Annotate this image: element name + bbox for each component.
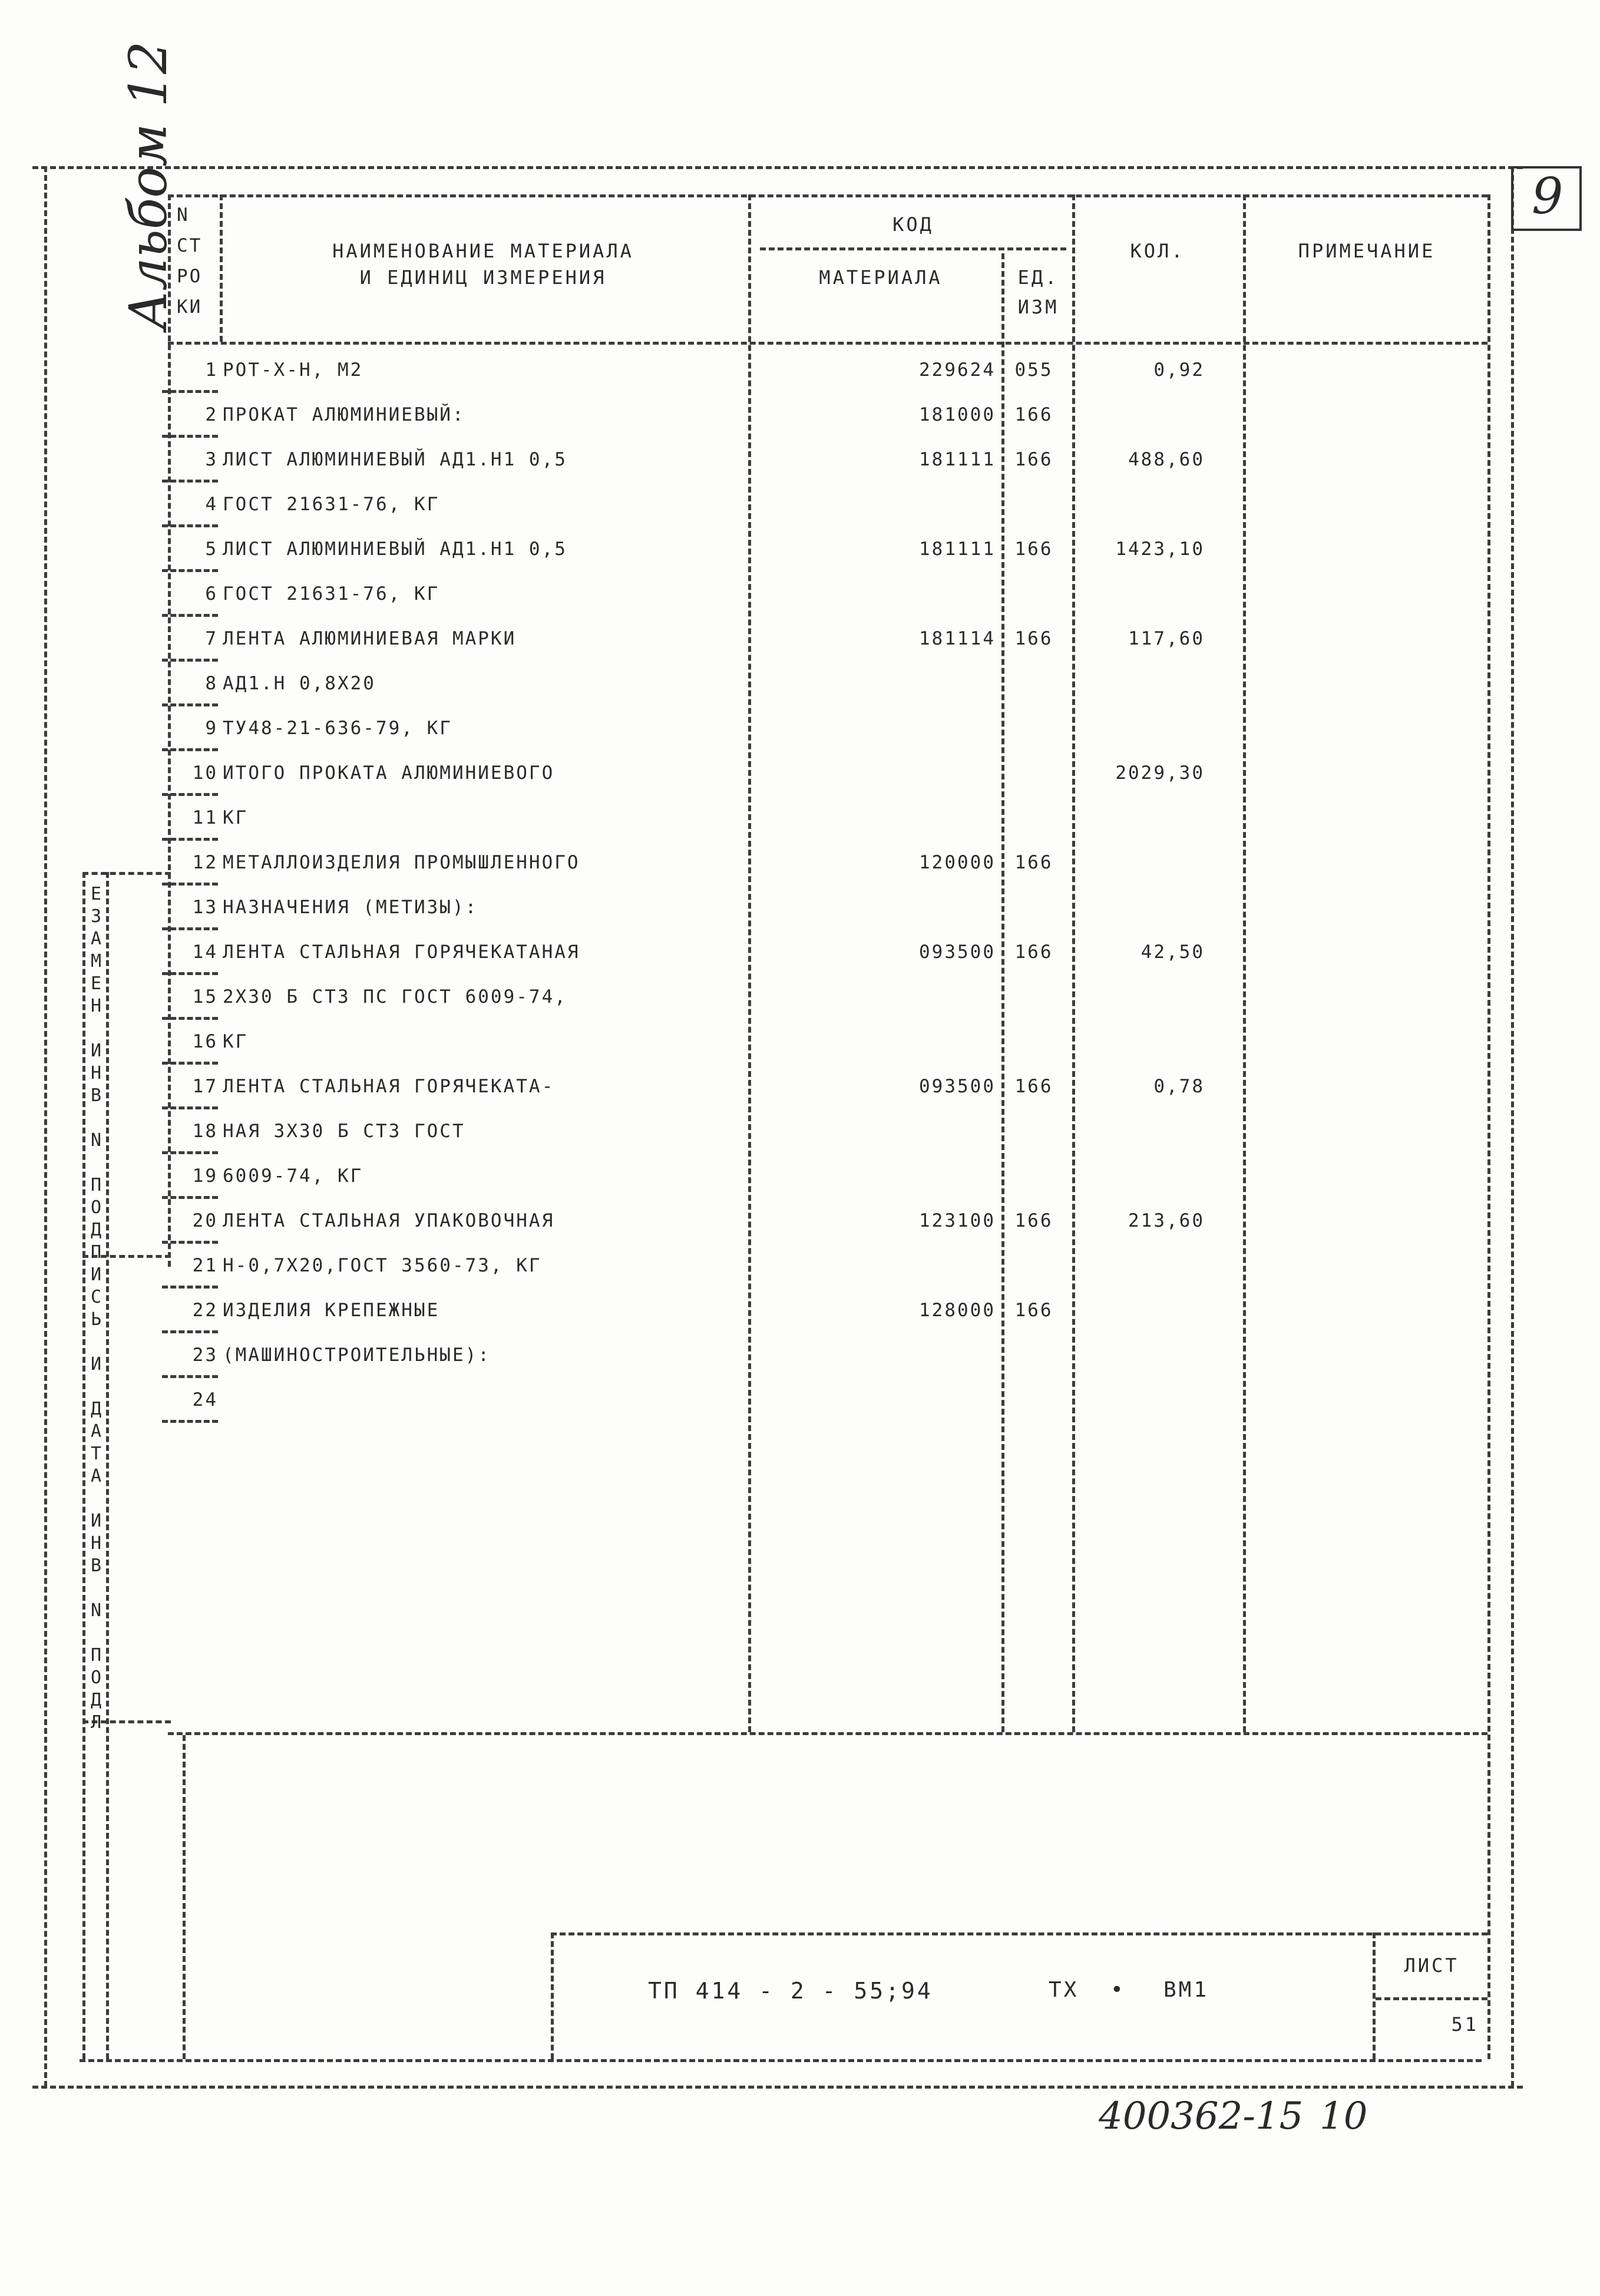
side-label-letter: П: [90, 1175, 102, 1195]
header-num-3: РО: [177, 266, 203, 287]
row-name: ИЗДЕЛИЯ КРЕПЕЖНЫЕ: [223, 1300, 440, 1321]
row-name: АД1.Н 0,8Х20: [223, 673, 376, 694]
row-name: ЛЕНТА СТАЛЬНАЯ ГОРЯЧЕКАТАНАЯ: [223, 941, 580, 963]
row-qty: 213,60: [1128, 1210, 1205, 1231]
row-unit: 166: [1014, 941, 1053, 963]
row-separator: [162, 748, 218, 751]
titleblock-sheet-mid: [1376, 1997, 1487, 2000]
col-num-right: [220, 194, 223, 342]
row-qty: 2029,30: [1115, 762, 1205, 784]
row-name: ЛЕНТА СТАЛЬНАЯ УПАКОВОЧНАЯ: [223, 1210, 555, 1231]
row-qty: 1423,10: [1115, 539, 1205, 560]
row-number: 16: [192, 1031, 218, 1052]
side-label-letter: Т: [90, 1443, 102, 1464]
row-name: ГОСТ 21631-76, КГ: [223, 583, 440, 604]
row-separator: [162, 1106, 218, 1109]
row-name: 2Х30 Б СТ3 ПС ГОСТ 6009-74,: [223, 986, 567, 1007]
row-code: 093500: [919, 1076, 996, 1097]
outer-frame-left: [44, 166, 47, 2087]
row-name: ИТОГО ПРОКАТА АЛЮМИНИЕВОГО: [223, 762, 555, 784]
titleblock-separator: •: [1110, 1978, 1126, 2002]
row-separator: [162, 1286, 218, 1289]
row-name: ТУ48-21-636-79, КГ: [223, 718, 452, 739]
header-note: ПРИМЕЧАНИЕ: [1298, 240, 1436, 262]
inventory-number: 400362-15: [1099, 2095, 1304, 2138]
row-number: 1: [205, 359, 218, 381]
side-label-letter: Л: [90, 1712, 102, 1733]
table-top-line: [168, 194, 1487, 197]
row-separator: [162, 569, 218, 572]
side-label-letter: С: [90, 1287, 102, 1307]
side-label-letter: А: [90, 1466, 102, 1486]
side-label-letter: А: [90, 929, 102, 949]
side-label-letter: Д: [90, 1399, 102, 1419]
row-unit: 166: [1014, 1210, 1053, 1231]
row-number: 15: [192, 986, 218, 1007]
row-code: 229624: [919, 359, 996, 381]
side-label-letter: И: [90, 1511, 102, 1531]
side-label-letter: Н: [90, 1533, 102, 1554]
strip-left: [82, 872, 85, 2059]
side-label-letter: О: [90, 1667, 102, 1688]
row-separator: [162, 524, 218, 527]
row-name: (МАШИНОСТРОИТЕЛЬНЫЕ):: [223, 1344, 491, 1366]
header-unit-line1: ЕД.: [1017, 266, 1059, 289]
header-num-4: КИ: [177, 296, 203, 318]
row-number: 19: [192, 1165, 218, 1187]
col-name-right: [748, 194, 751, 1732]
header-unit-line2: ИЗМ: [1017, 296, 1059, 318]
titleblock-sheet-number: 51: [1451, 2013, 1479, 2036]
row-number: 20: [192, 1210, 218, 1231]
row-code: 181114: [919, 628, 996, 649]
side-label-letter: В: [90, 1555, 102, 1576]
row-code: 120000: [919, 852, 996, 873]
row-number: 3: [205, 449, 218, 470]
row-name: ЛИСТ АЛЮМИНИЕВЫЙ АД1.Н1 0,5: [223, 449, 567, 470]
header-name-line1: НАИМЕНОВАНИЕ МАТЕРИАЛА: [332, 240, 634, 262]
side-label-letter: И: [90, 1040, 102, 1061]
album-label: Альбом 12: [118, 41, 178, 330]
row-number: 21: [192, 1255, 218, 1276]
row-separator: [162, 390, 218, 393]
code-sub-line: [760, 247, 1066, 250]
header-material: МАТЕРИАЛА: [819, 266, 943, 289]
row-separator: [162, 1196, 218, 1199]
side-label-letter: И: [90, 1354, 102, 1375]
side-label-letter: N: [90, 1130, 102, 1151]
row-number: 23: [192, 1344, 218, 1366]
side-label-letter: З: [90, 906, 102, 927]
row-unit: 055: [1014, 359, 1053, 381]
outer-frame-bottom: [32, 2086, 1523, 2089]
header-bottom-line: [168, 342, 1487, 345]
side-label-letter: Ь: [90, 1309, 102, 1330]
header-num-col: [177, 206, 218, 329]
outer-frame-right: [1511, 166, 1514, 2087]
side-label-letter: Е: [90, 884, 102, 904]
titleblock-mark: ТХ: [1049, 1978, 1079, 2002]
row-separator: [162, 927, 218, 930]
row-qty: 0,78: [1153, 1076, 1205, 1097]
row-number: 18: [192, 1121, 218, 1142]
titleblock-sheet-label: ЛИСТ: [1404, 1954, 1459, 1977]
row-number: 14: [192, 941, 218, 963]
row-qty: 488,60: [1128, 449, 1205, 470]
inner-frame-right: [1487, 194, 1490, 2059]
header-qty: КОЛ.: [1130, 240, 1185, 262]
row-number: 11: [192, 807, 218, 828]
row-name: НАЗНАЧЕНИЯ (МЕТИЗЫ):: [223, 897, 478, 918]
row-name: ЛЕНТА АЛЮМИНИЕВАЯ МАРКИ: [223, 628, 517, 649]
row-name: КГ: [223, 807, 249, 828]
page-number: 10: [1320, 2095, 1368, 2138]
side-label-letter: Е: [90, 973, 102, 994]
row-unit: 166: [1014, 628, 1053, 649]
row-number: 17: [192, 1076, 218, 1097]
side-label-letter: А: [90, 1421, 102, 1442]
strip-top: [82, 872, 171, 875]
row-name: ЛИСТ АЛЮМИНИЕВЫЙ АД1.Н1 0,5: [223, 539, 567, 560]
row-code: 181111: [919, 449, 996, 470]
titleblock-sheet-left: [1373, 1932, 1376, 2059]
row-number: 10: [192, 762, 218, 784]
row-number: 9: [205, 718, 218, 739]
row-number: 4: [205, 494, 218, 515]
header-name-line2: И ЕДИНИЦ ИЗМЕРЕНИЯ: [359, 266, 607, 289]
row-unit: 166: [1014, 852, 1053, 873]
row-name: Н-0,7Х20,ГОСТ 3560-73, КГ: [223, 1255, 542, 1276]
row-separator: [162, 703, 218, 706]
side-label-letter: Д: [90, 1220, 102, 1240]
row-name: ПРОКАТ АЛЮМИНИЕВЫЙ:: [223, 404, 465, 425]
row-unit: 166: [1014, 449, 1053, 470]
side-label-letter: В: [90, 1085, 102, 1106]
row-separator: [162, 883, 218, 886]
row-separator: [162, 1062, 218, 1065]
row-separator: [162, 659, 218, 662]
row-unit: 166: [1014, 1300, 1053, 1321]
row-name: 6009-74, КГ: [223, 1165, 363, 1187]
side-label-letter: Н: [90, 1063, 102, 1083]
outer-frame-top: [32, 166, 1523, 169]
col-code-right: [1001, 253, 1004, 1732]
header-num-2: СТ: [177, 235, 203, 256]
row-separator: [162, 793, 218, 796]
row-separator: [162, 972, 218, 975]
titleblock-top: [551, 1932, 1487, 1935]
lower-inner-left: [183, 1735, 186, 2059]
sheet-tag: 9: [1532, 167, 1563, 225]
header-code-title: КОД: [892, 213, 934, 236]
row-name: КГ: [223, 1031, 249, 1052]
row-name: НАЯ 3Х30 Б СТ3 ГОСТ: [223, 1121, 465, 1142]
row-number: 6: [205, 583, 218, 604]
row-name: МЕТАЛЛОИЗДЕЛИЯ ПРОМЫШЛЕННОГО: [223, 852, 580, 873]
titleblock-doc: ВМ1: [1163, 1978, 1209, 2002]
row-code: 123100: [919, 1210, 996, 1231]
row-separator: [162, 435, 218, 438]
row-number: 22: [192, 1300, 218, 1321]
row-unit: 166: [1014, 539, 1053, 560]
side-label-letter: Н: [90, 996, 102, 1016]
titleblock-designation: ТП 414 - 2 - 55;94: [648, 1978, 933, 2004]
row-number: 5: [205, 539, 218, 560]
side-label-letter: И: [90, 1264, 102, 1285]
row-qty: 0,92: [1153, 359, 1205, 381]
row-number: 8: [205, 673, 218, 694]
side-label-letter: N: [90, 1600, 102, 1621]
row-number: 2: [205, 404, 218, 425]
row-number: 7: [205, 628, 218, 649]
row-name: ГОСТ 21631-76, КГ: [223, 494, 440, 515]
row-separator: [162, 1375, 218, 1378]
table-bottom-line: [168, 1732, 1487, 1735]
row-unit: 166: [1014, 1076, 1053, 1097]
row-separator: [162, 1330, 218, 1333]
row-separator: [162, 480, 218, 483]
side-label-letter: М: [90, 951, 102, 972]
titleblock-left: [551, 1932, 554, 2059]
row-number: 24: [192, 1389, 218, 1410]
strip-right: [106, 872, 109, 2059]
row-code: 181000: [919, 404, 996, 425]
row-separator: [162, 1420, 218, 1423]
row-separator: [162, 1017, 218, 1020]
row-separator: [162, 838, 218, 841]
side-label-letter: О: [90, 1197, 102, 1218]
row-number: 12: [192, 852, 218, 873]
side-label-letter: П: [90, 1242, 102, 1263]
row-separator: [162, 614, 218, 617]
row-code: 181111: [919, 539, 996, 560]
side-label-letter: П: [90, 1645, 102, 1666]
row-code: 128000: [919, 1300, 996, 1321]
row-separator: [162, 1241, 218, 1244]
row-qty: 42,50: [1141, 941, 1205, 963]
inner-frame-bottom: [80, 2059, 1482, 2062]
row-qty: 117,60: [1128, 628, 1205, 649]
row-name: РОТ-Х-Н, М2: [223, 359, 363, 381]
side-label-letter: Д: [90, 1690, 102, 1710]
row-unit: 166: [1014, 404, 1053, 425]
col-qty-right: [1243, 194, 1246, 1732]
row-name: ЛЕНТА СТАЛЬНАЯ ГОРЯЧЕКАТА-: [223, 1076, 555, 1097]
row-separator: [162, 1151, 218, 1154]
col-unit-right: [1072, 194, 1075, 1732]
row-number: 13: [192, 897, 218, 918]
row-code: 093500: [919, 941, 996, 963]
header-num-1: N: [177, 204, 190, 226]
